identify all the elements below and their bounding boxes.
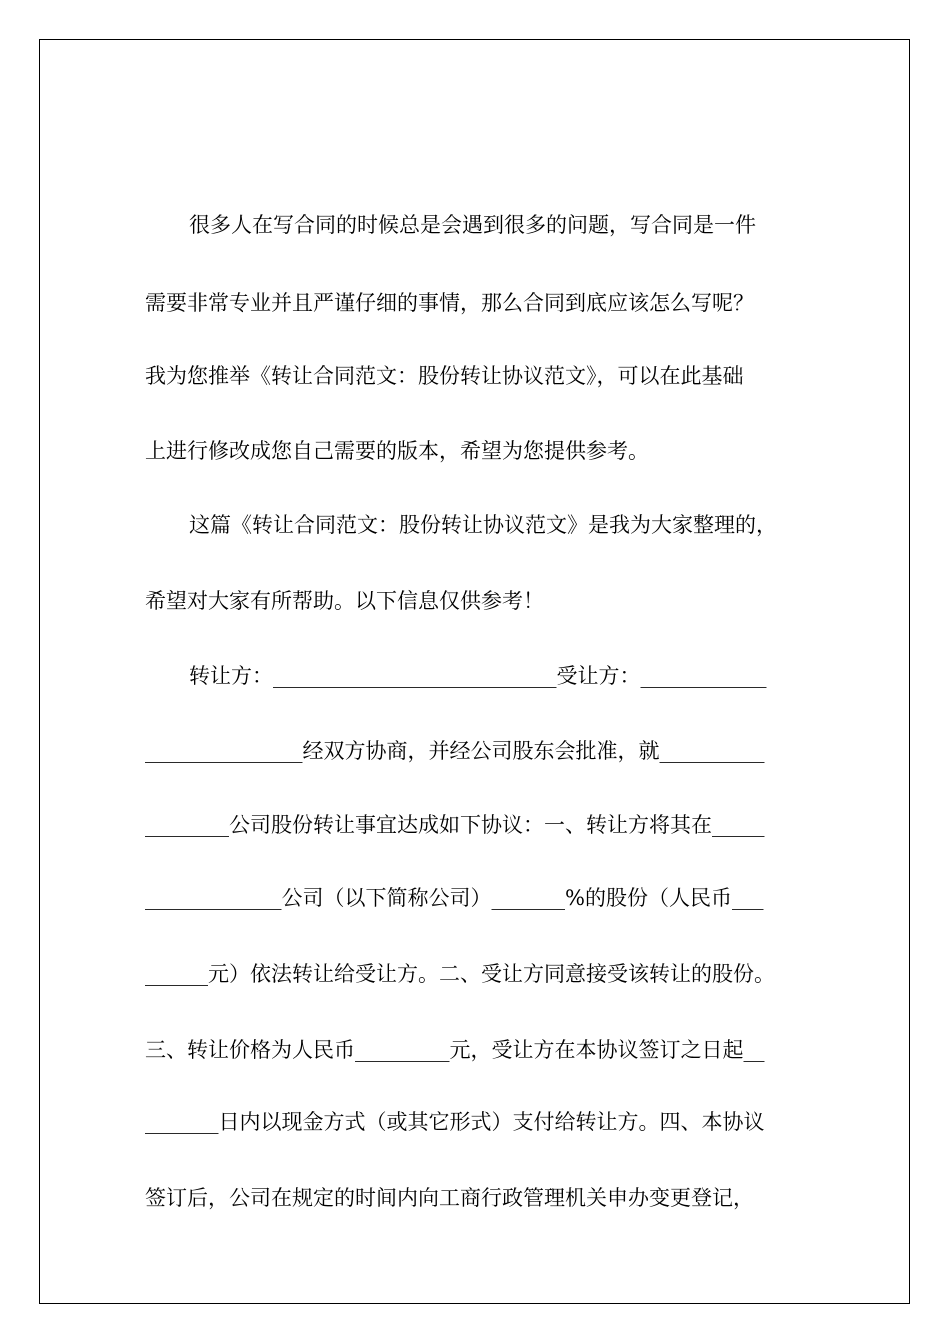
paragraph-line-8: _______________经双方协商，并经公司股东会批准，就__________ <box>145 739 765 763</box>
paragraph-line-3: 我为您推举《转让合同范文：股份转让协议范文》，可以在此基础 <box>145 364 744 388</box>
paragraph-line-9: ________公司股份转让事宜达成如下协议：一、转让方将其在_____ <box>145 813 765 837</box>
paragraph-line-6: 希望对大家有所帮助。以下信息仅供参考！ <box>145 589 544 613</box>
paragraph-line-4: 上进行修改成您自己需要的版本，希望为您提供参考。 <box>145 439 649 463</box>
paragraph-line-7: 转让方：___________________________受让方：____________ <box>189 664 767 688</box>
paragraph-line-11: ______元）依法转让给受让方。二、受让方同意接受该转让的股份。 <box>145 962 775 986</box>
paragraph-line-10: _____________公司（以下简称公司）_______%的股份（人民币___ <box>145 886 764 910</box>
paragraph-line-13: _______日内以现金方式（或其它形式）支付给转让方。四、本协议 <box>145 1110 765 1134</box>
paragraph-line-14: 签订后，公司在规定的时间内向工商行政管理机关申办变更登记， <box>145 1186 754 1210</box>
paragraph-line-5: 这篇《转让合同范文：股份转让协议范文》是我为大家整理的， <box>189 513 777 537</box>
paragraph-line-2: 需要非常专业并且严谨仔细的事情，那么合同到底应该怎么写呢？ <box>145 291 754 315</box>
paragraph-line-12: 三、转让价格为人民币_________元，受让方在本协议签订之日起__ <box>145 1038 765 1062</box>
paragraph-line-1: 很多人在写合同的时候总是会遇到很多的问题，写合同是一件 <box>189 213 756 237</box>
